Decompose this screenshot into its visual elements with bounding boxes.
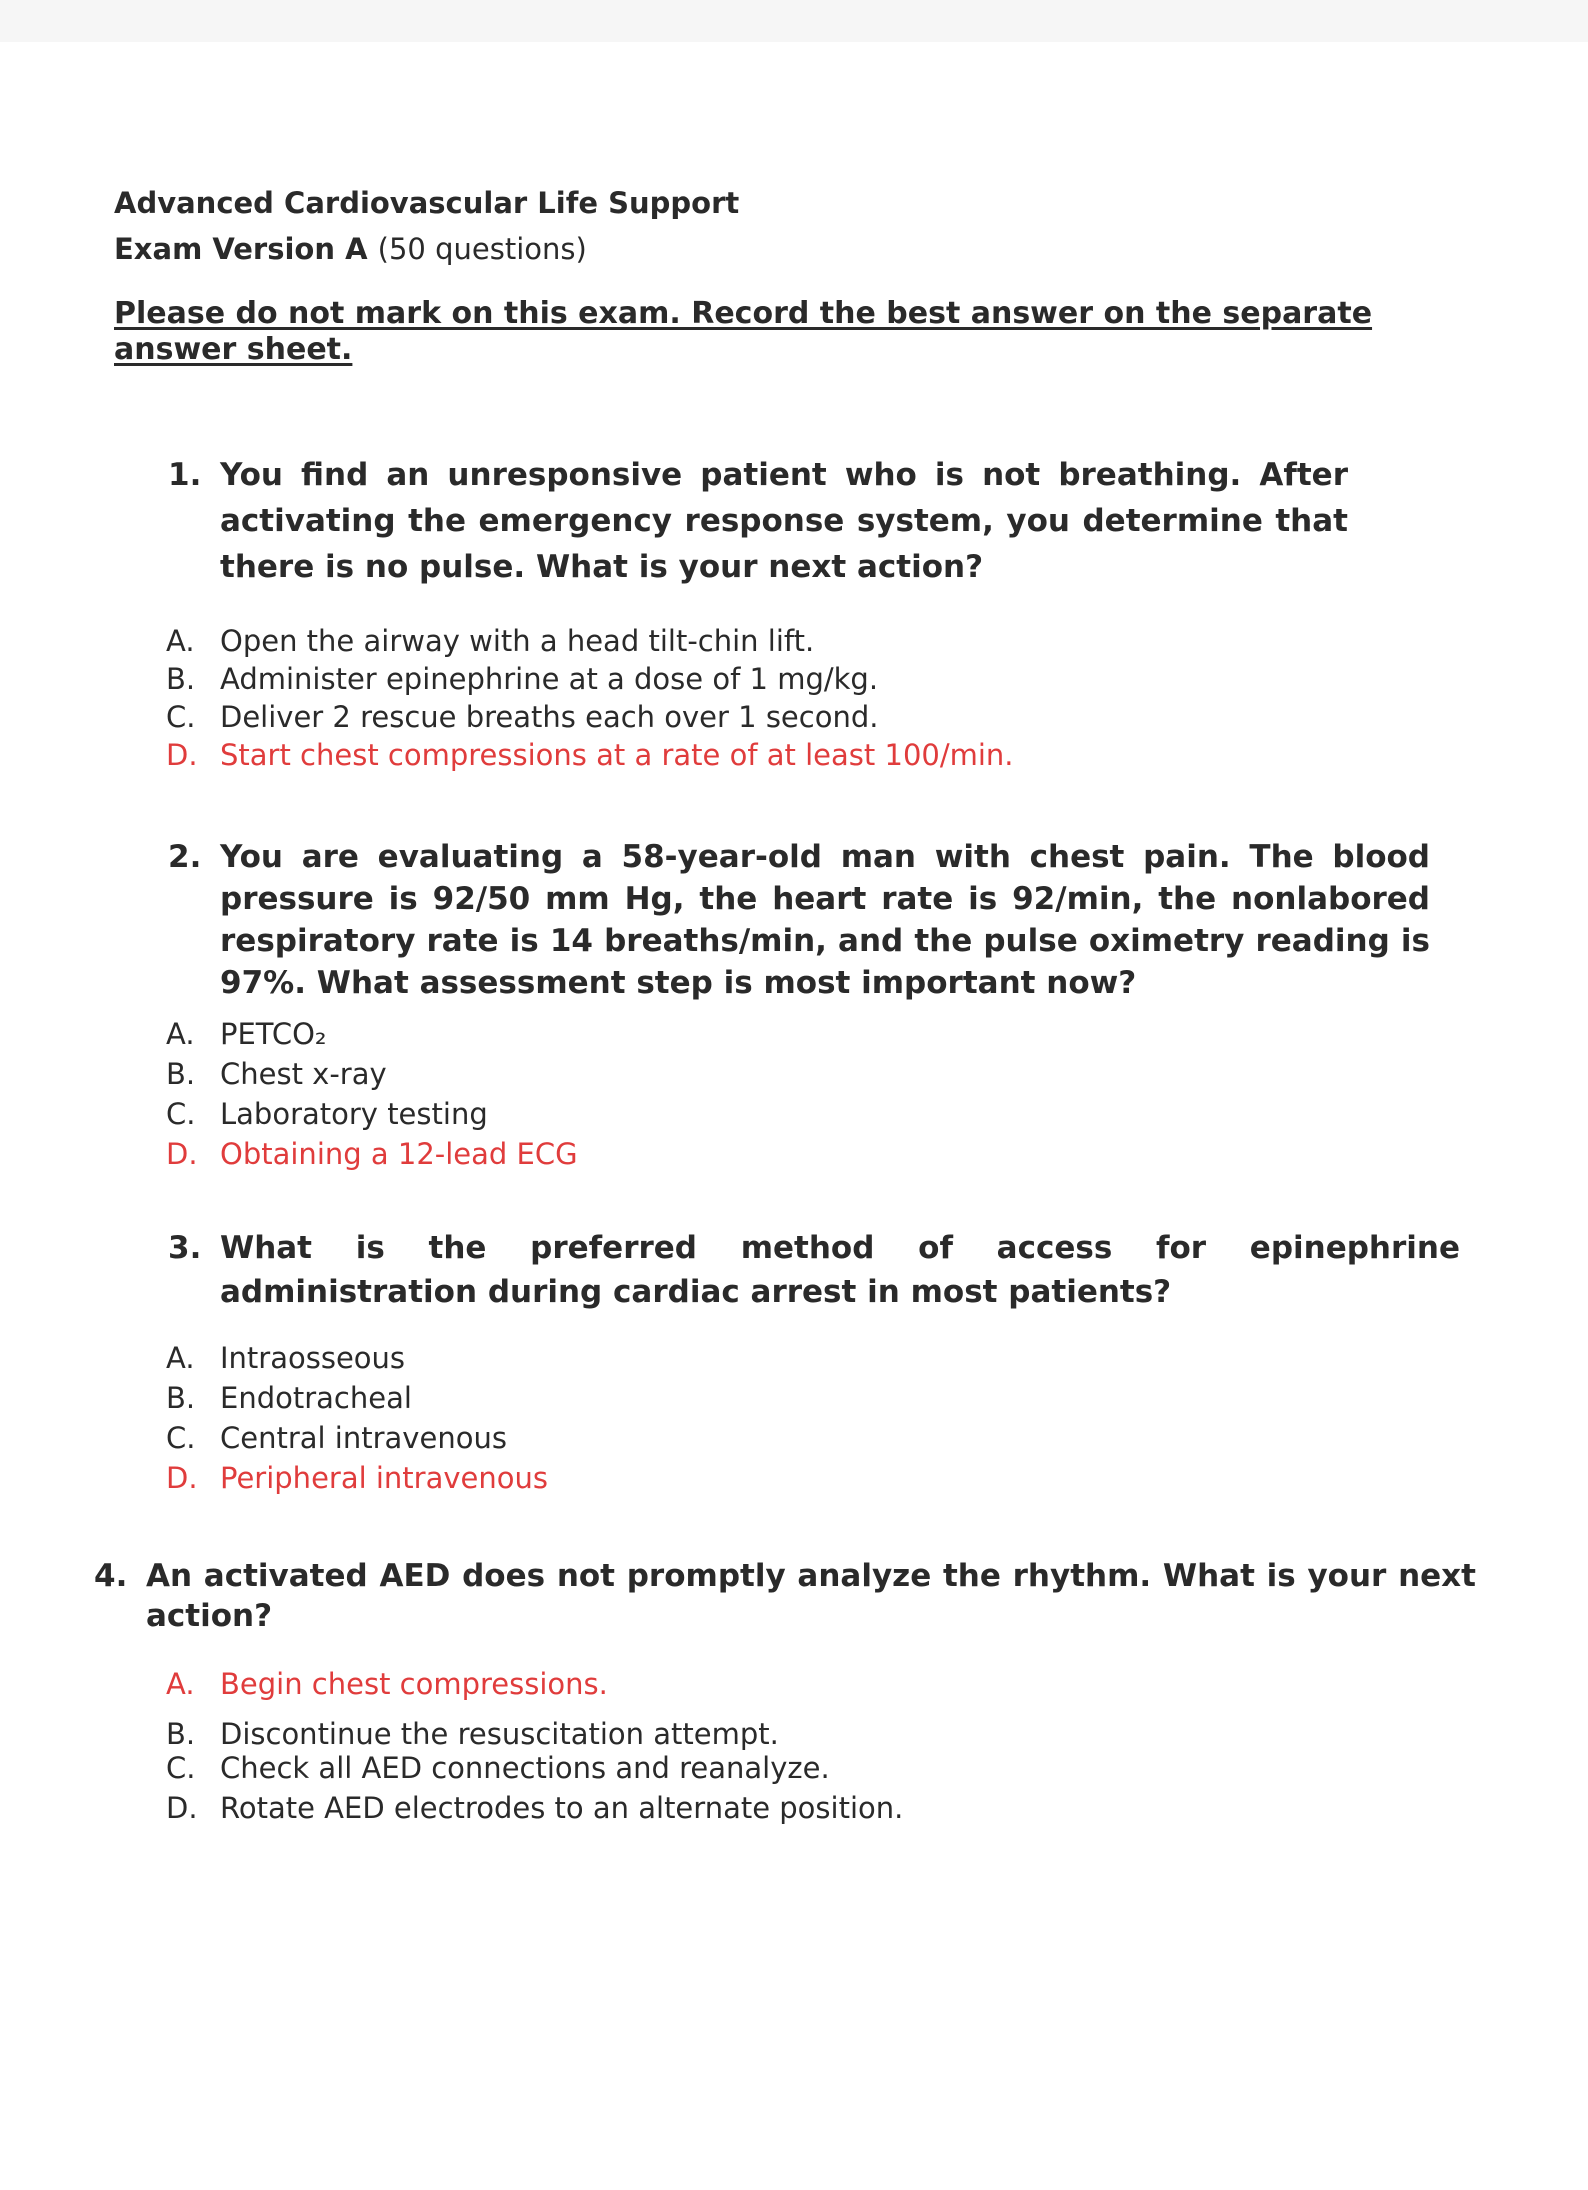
option-c: C. Laboratory testing [166, 1097, 488, 1131]
option-c: C. Check all AED connections and reanalyze. [166, 1751, 830, 1785]
option-b: B. Endotracheal [166, 1381, 412, 1415]
question-text: An activated AED does not promptly analyze the rhythm. What is your next action? [146, 1558, 1476, 1634]
answer-list-2 [166, 1014, 578, 1174]
option-d: D. Rotate AED electrodes to an alternate position. [166, 1791, 904, 1825]
exam-version: Exam Version A [114, 232, 368, 266]
option-a: A. PETCO₂ [166, 1017, 327, 1051]
exam-version-line [114, 226, 739, 272]
option-d-correct: D. Obtaining a 12-lead ECG [166, 1137, 578, 1171]
question-number: 2. [168, 839, 202, 875]
option-c: C. Central intravenous [166, 1421, 507, 1455]
option-b: B. Chest x-ray [166, 1057, 387, 1091]
option-a: A. Open the airway with a head tilt-chin lift. [166, 624, 815, 658]
top-margin-strip [0, 0, 1588, 42]
question-1 [168, 452, 1348, 590]
exam-header [114, 180, 739, 272]
option-a: A. Intraosseous [166, 1341, 406, 1375]
exam-instruction: Please do not mark on this exam. Record the best answer on the separate answer sheet. [114, 296, 1373, 367]
question-2 [168, 836, 1430, 1004]
option-a-correct: A. Begin chest compressions. [166, 1667, 608, 1701]
question-text: What is the preferred method of access for epinephrine administration during cardiac arrest in most patients? [220, 1230, 1460, 1310]
option-c: C. Deliver 2 rescue breaths each over 1 second. [166, 700, 879, 734]
question-number: 4. [94, 1558, 128, 1594]
option-d-correct: D. Start chest compressions at a rate of at least 100/min. [166, 738, 1014, 772]
answer-list-3 [166, 1338, 548, 1498]
question-count: (50 questions) [377, 232, 587, 266]
answer-list-4 [166, 1664, 903, 1828]
question-text: You are evaluating a 58-year-old man with chest pain. The blood pressure is 92/50 mm Hg, the heart rate is 92/min, the nonlabored respiratory rate is 14 breaths/min, and the pulse oximetry reading is 97%. What assessment step is most important now? [220, 839, 1430, 1001]
question-3 [168, 1226, 1460, 1314]
question-number: 3. [168, 1230, 202, 1266]
question-text: You find an unresponsive patient who is not breathing. After activating the emergency response system, you determine that there is no pulse. What is your next action? [220, 457, 1348, 585]
option-b: B. Administer epinephrine at a dose of 1 mg/kg. [166, 662, 879, 696]
exam-title: Advanced Cardiovascular Life Support [114, 186, 740, 220]
option-b: B. Discontinue the resuscitation attempt. [166, 1717, 779, 1751]
question-number: 1. [168, 457, 202, 493]
option-d-correct: D. Peripheral intravenous [166, 1461, 548, 1495]
answer-list-1 [166, 622, 1014, 774]
question-4 [94, 1556, 1476, 1636]
